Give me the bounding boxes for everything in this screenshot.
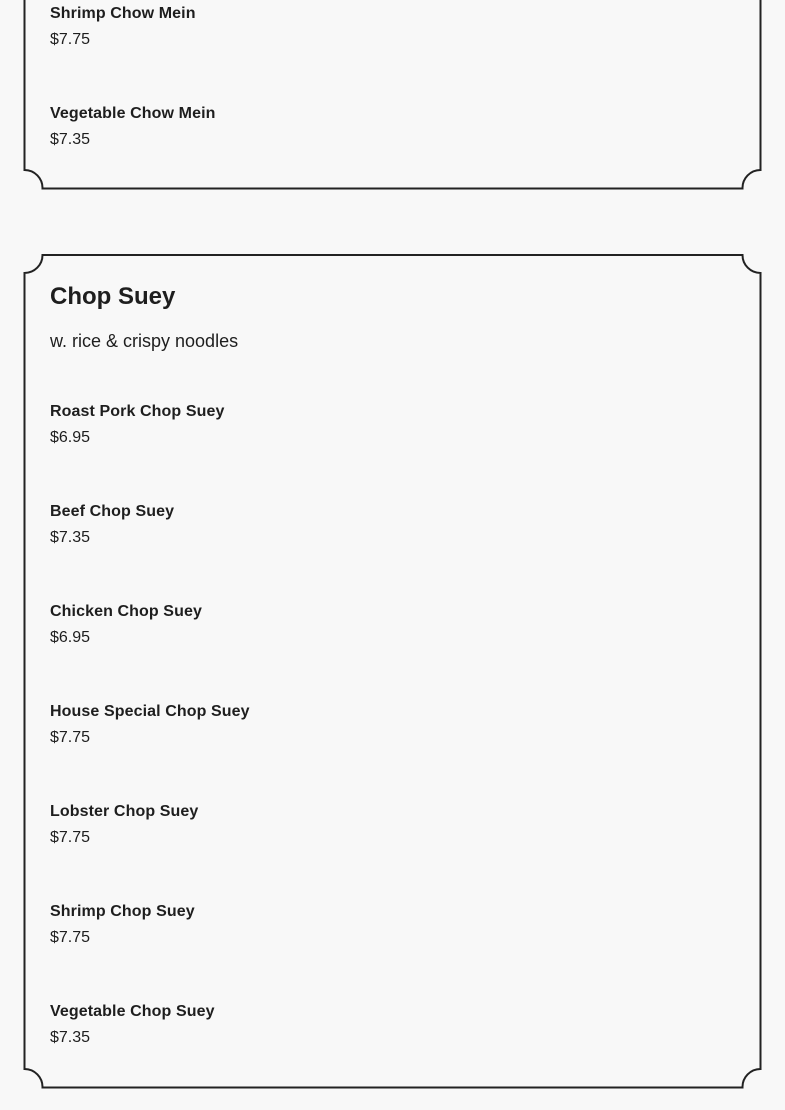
menu-item[interactable] xyxy=(50,402,224,448)
menu-item-price: $7.35 xyxy=(50,529,91,546)
menu-item[interactable] xyxy=(50,104,216,150)
menu-item[interactable] xyxy=(50,1002,215,1048)
section-title: Chop Suey xyxy=(50,283,176,310)
menu-item-price: $7.35 xyxy=(50,1029,91,1046)
menu-item-name: House Special Chop Suey xyxy=(50,703,250,720)
menu-item-price: $7.75 xyxy=(50,829,91,846)
menu-item-name: Shrimp Chow Mein xyxy=(50,5,196,22)
menu-item-name: Lobster Chop Suey xyxy=(50,803,199,820)
menu-item-name: Shrimp Chop Suey xyxy=(50,903,195,920)
menu-item-name: Vegetable Chop Suey xyxy=(50,1003,215,1020)
menu-item-price: $7.75 xyxy=(50,729,91,746)
menu-item[interactable] xyxy=(50,502,174,548)
menu-section-chow-mein xyxy=(24,0,761,190)
menu-item[interactable] xyxy=(50,602,202,648)
menu-item-name: Roast Pork Chop Suey xyxy=(50,403,225,420)
menu-item-price: $7.75 xyxy=(50,929,91,946)
menu-item[interactable] xyxy=(50,702,250,748)
menu-item-price: $6.95 xyxy=(50,429,91,446)
menu-item[interactable] xyxy=(50,4,196,50)
menu-item-name: Vegetable Chow Mein xyxy=(50,105,216,122)
section-subtitle: w. rice & crispy noodles xyxy=(50,331,239,351)
menu-item[interactable] xyxy=(50,802,198,848)
menu-item-price: $7.75 xyxy=(50,31,91,48)
menu-item-name: Beef Chop Suey xyxy=(50,503,175,520)
menu-item-name: Chicken Chop Suey xyxy=(50,603,202,620)
menu-item-price: $7.35 xyxy=(50,131,91,148)
menu-item-price: $6.95 xyxy=(50,629,91,646)
menu-item[interactable] xyxy=(50,902,195,948)
menu-section-chop-suey xyxy=(24,254,761,1089)
